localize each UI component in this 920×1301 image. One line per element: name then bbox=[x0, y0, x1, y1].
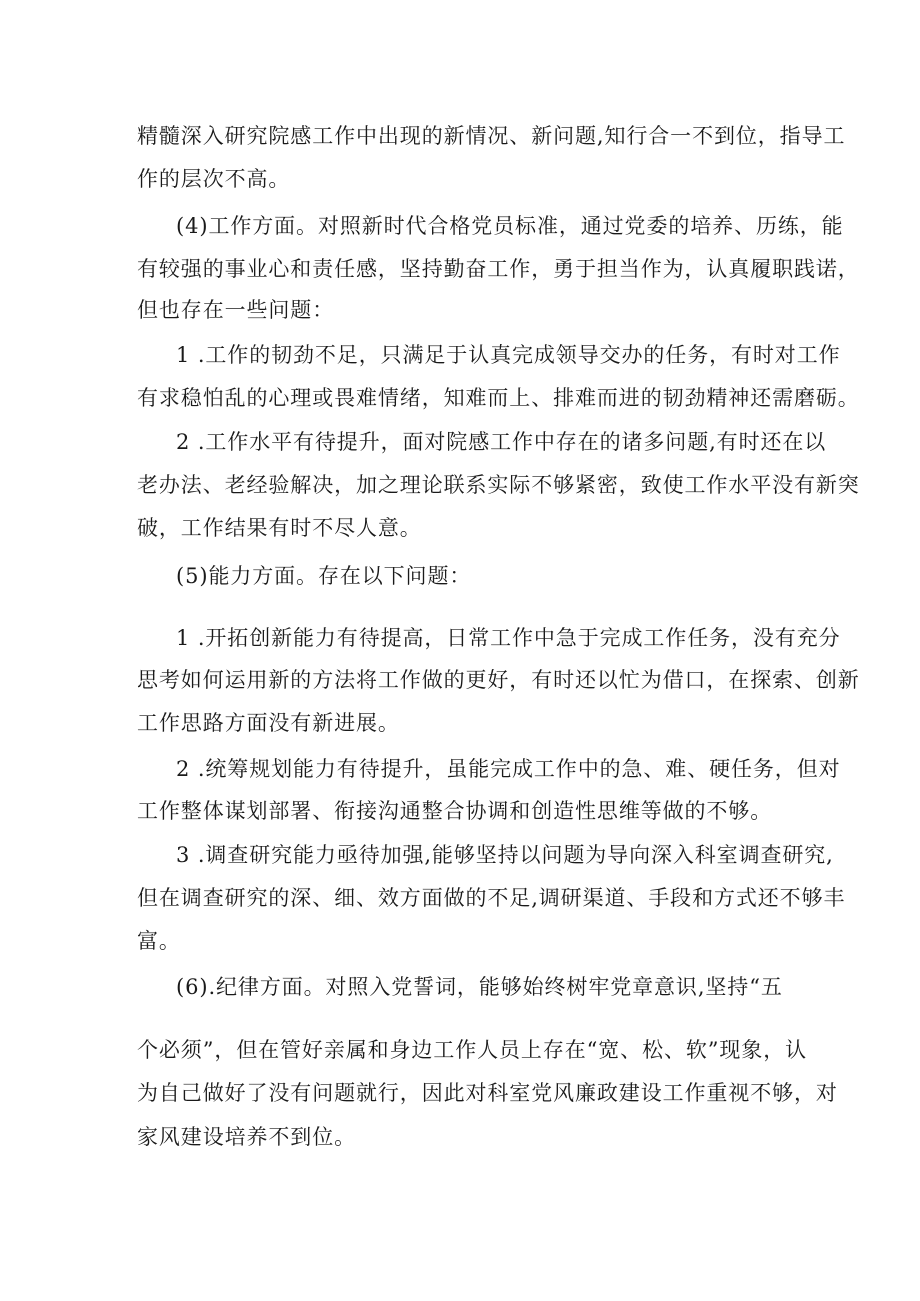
body-text-line: 富。 bbox=[137, 929, 181, 953]
body-text-line: 工作整体谋划部署、衔接沟通整合协调和创造性思维等做的不够。 bbox=[137, 799, 773, 823]
body-text-line: 工作思路方面没有新进展。 bbox=[137, 711, 400, 735]
body-text-line: 思考如何运用新的方法将工作做的更好，有时还以忙为借口，在探索、创新 bbox=[137, 668, 860, 692]
body-text-line: 有求稳怕乱的心理或畏难情绪，知难而上、排难而进的韧劲精神还需磨砺。 bbox=[137, 386, 860, 410]
list-item-text: 2 .统筹规划能力有待提升，虽能完成工作中的急、难、硬任务，但对 bbox=[176, 757, 841, 781]
section-heading-discipline: (6).纪律方面。对照入党誓词，能够始终树牢党章意识,坚持“五 bbox=[176, 975, 783, 999]
body-text-line: 有较强的事业心和责任感，坚持勤奋工作，勇于担当作为，认真履职践诺， bbox=[137, 257, 860, 281]
list-item-text: 1 .开拓创新能力有待提高，日常工作中急于完成工作任务，没有充分 bbox=[176, 626, 841, 650]
list-item-text: 2 .工作水平有待提升，面对院感工作中存在的诸多问题,有时还在以 bbox=[176, 430, 827, 454]
list-item-text: 1 .工作的韧劲不足，只满足于认真完成领导交办的任务，有时对工作 bbox=[176, 343, 841, 367]
body-text-line: 老办法、老经验解决，加之理论联系实际不够紧密，致使工作水平没有新突 bbox=[137, 473, 860, 497]
section-heading-ability: (5)能力方面。存在以下问题： bbox=[176, 564, 472, 588]
body-text-line: 精髓深入研究院感工作中出现的新情况、新问题,知行合一不到位，指导工 bbox=[137, 124, 846, 148]
body-text-line: 作的层次不高。 bbox=[137, 167, 291, 191]
body-text-line: 为自己做好了没有问题就行，因此对科室党风廉政建设工作重视不够，对 bbox=[137, 1081, 838, 1105]
body-text-line: 破，工作结果有时不尽人意。 bbox=[137, 516, 422, 540]
list-item-text: 3 .调查研究能力亟待加强,能够坚持以问题为导向深入科室调查研究, bbox=[176, 843, 834, 867]
body-text-line: 个必须”，但在管好亲属和身边工作人员上存在“宽、松、软”现象，认 bbox=[137, 1038, 808, 1062]
section-heading-work: (4)工作方面。对照新时代合格党员标准，通过党委的培养、历练，能 bbox=[176, 214, 844, 238]
body-text-line: 但在调查研究的深、细、效方面做的不足,调研渠道、手段和方式还不够丰 bbox=[137, 886, 846, 910]
body-text-line: 家风建设培养不到位。 bbox=[137, 1125, 356, 1149]
body-text-line: 但也存在一些问题： bbox=[137, 298, 335, 322]
